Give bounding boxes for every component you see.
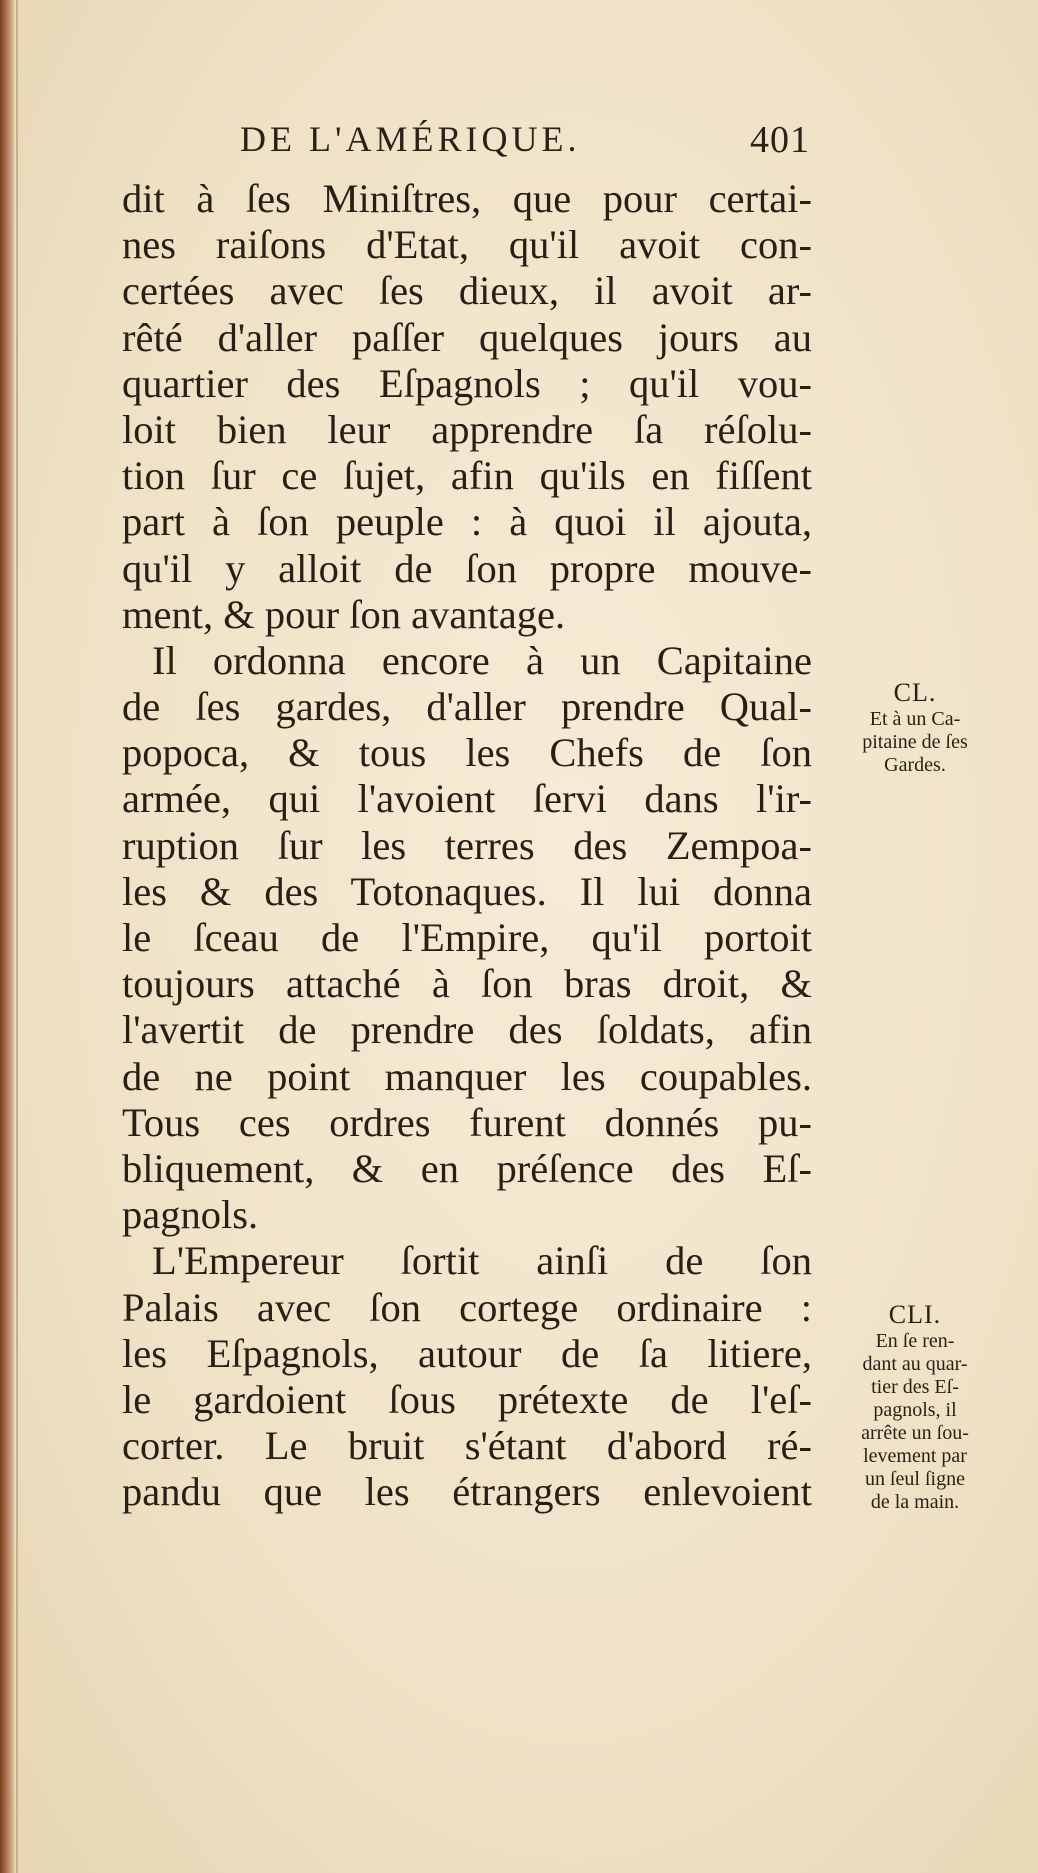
text-line: corter. Le bruit s'étant d'abord ré- [122,1423,812,1469]
text-line: ruption ſur les terres des Zempoa- [122,822,812,868]
running-title: DE L'AMÉRIQUE. [240,119,581,159]
text-line: de ſes gardes, d'aller prendre Qual- [122,684,812,730]
text-line: pandu que les étrangers enlevoient [122,1469,812,1515]
text-line: loit bien leur apprendre ſa réſolu- [122,406,812,452]
text-line: certées avec ſes dieux, il avoit ar- [122,268,812,314]
text-line: les Eſpagnols, autour de ſa litiere, [122,1330,812,1376]
margin-note-line: pagnols, il [873,1399,957,1421]
text-line: tion ſur ce ſujet, afin qu'ils en fiſſent [122,453,812,499]
text-line: popoca, & tous les Chefs de ſon [122,730,812,776]
text-line: le gardoient ſous prétexte de l'eſ- [122,1376,812,1422]
text-line: rêté d'aller paſſer quelques jours au [122,314,812,360]
margin-note-line: En ſe ren- [875,1330,955,1352]
paragraph-start-line: L'Empereur ſortit ainſi de ſon [152,1238,812,1284]
gutter-line [16,0,18,1873]
text-line: ment, & pour ſon avantage. [122,591,566,637]
margin-note [826,678,1004,777]
margin-note-number: CL. [893,678,937,707]
text-line: les & des Totonaques. Il lui donna [122,868,812,914]
margin-note-line: pitaine de ſes [862,731,968,753]
text-line: l'avertit de prendre des ſoldats, afin [122,1007,812,1053]
margin-note-line: arrête un ſou- [861,1422,969,1444]
text-line: Tous ces ordres furent donnés pu- [122,1099,812,1145]
text-line: pagnols. [122,1192,259,1238]
text-line: part à ſon peuple : à quoi il ajouta, [122,499,812,545]
margin-note-line: Et à un Ca- [869,708,961,730]
text-line: de ne point manquer les coupables. [122,1053,812,1099]
text-line: quartier des Eſpagnols ; qu'il vou- [122,360,812,406]
text-line: toujours attaché à ſon bras droit, & [122,961,812,1007]
body-text [122,176,812,1515]
margin-note-line: dant au quar- [862,1353,968,1375]
margin-note-line: de la main. [870,1491,960,1513]
text-line: qu'il y alloit de ſon propre mouve- [122,545,812,591]
margin-note-line: Gardes. [884,754,946,776]
text-line: bliquement, & en préſence des Eſ- [122,1145,812,1191]
text-line: le ſceau de l'Empire, qu'il portoit [122,915,812,960]
text-line: armée, qui l'avoient ſervi dans l'ir- [122,776,812,822]
margin-note [826,1300,1004,1514]
margin-note-line: levement par [863,1445,967,1467]
margin-note-number: CLI. [888,1300,942,1329]
text-line: Palais avec ſon cortege ordinaire : [122,1284,812,1330]
margin-note-line: un ſeul ſigne [865,1468,965,1490]
page-number: 401 [750,119,810,161]
text-line: nes raiſons d'Etat, qu'il avoit con- [122,222,812,268]
margin-note-line: tier des Eſ- [871,1376,959,1398]
book-spine [0,0,14,1873]
text-line: dit à ſes Miniſtres, que pour certai- [122,176,812,221]
paragraph-start-line: Il ordonna encore à un Capitaine [152,637,812,683]
running-header [240,118,810,174]
